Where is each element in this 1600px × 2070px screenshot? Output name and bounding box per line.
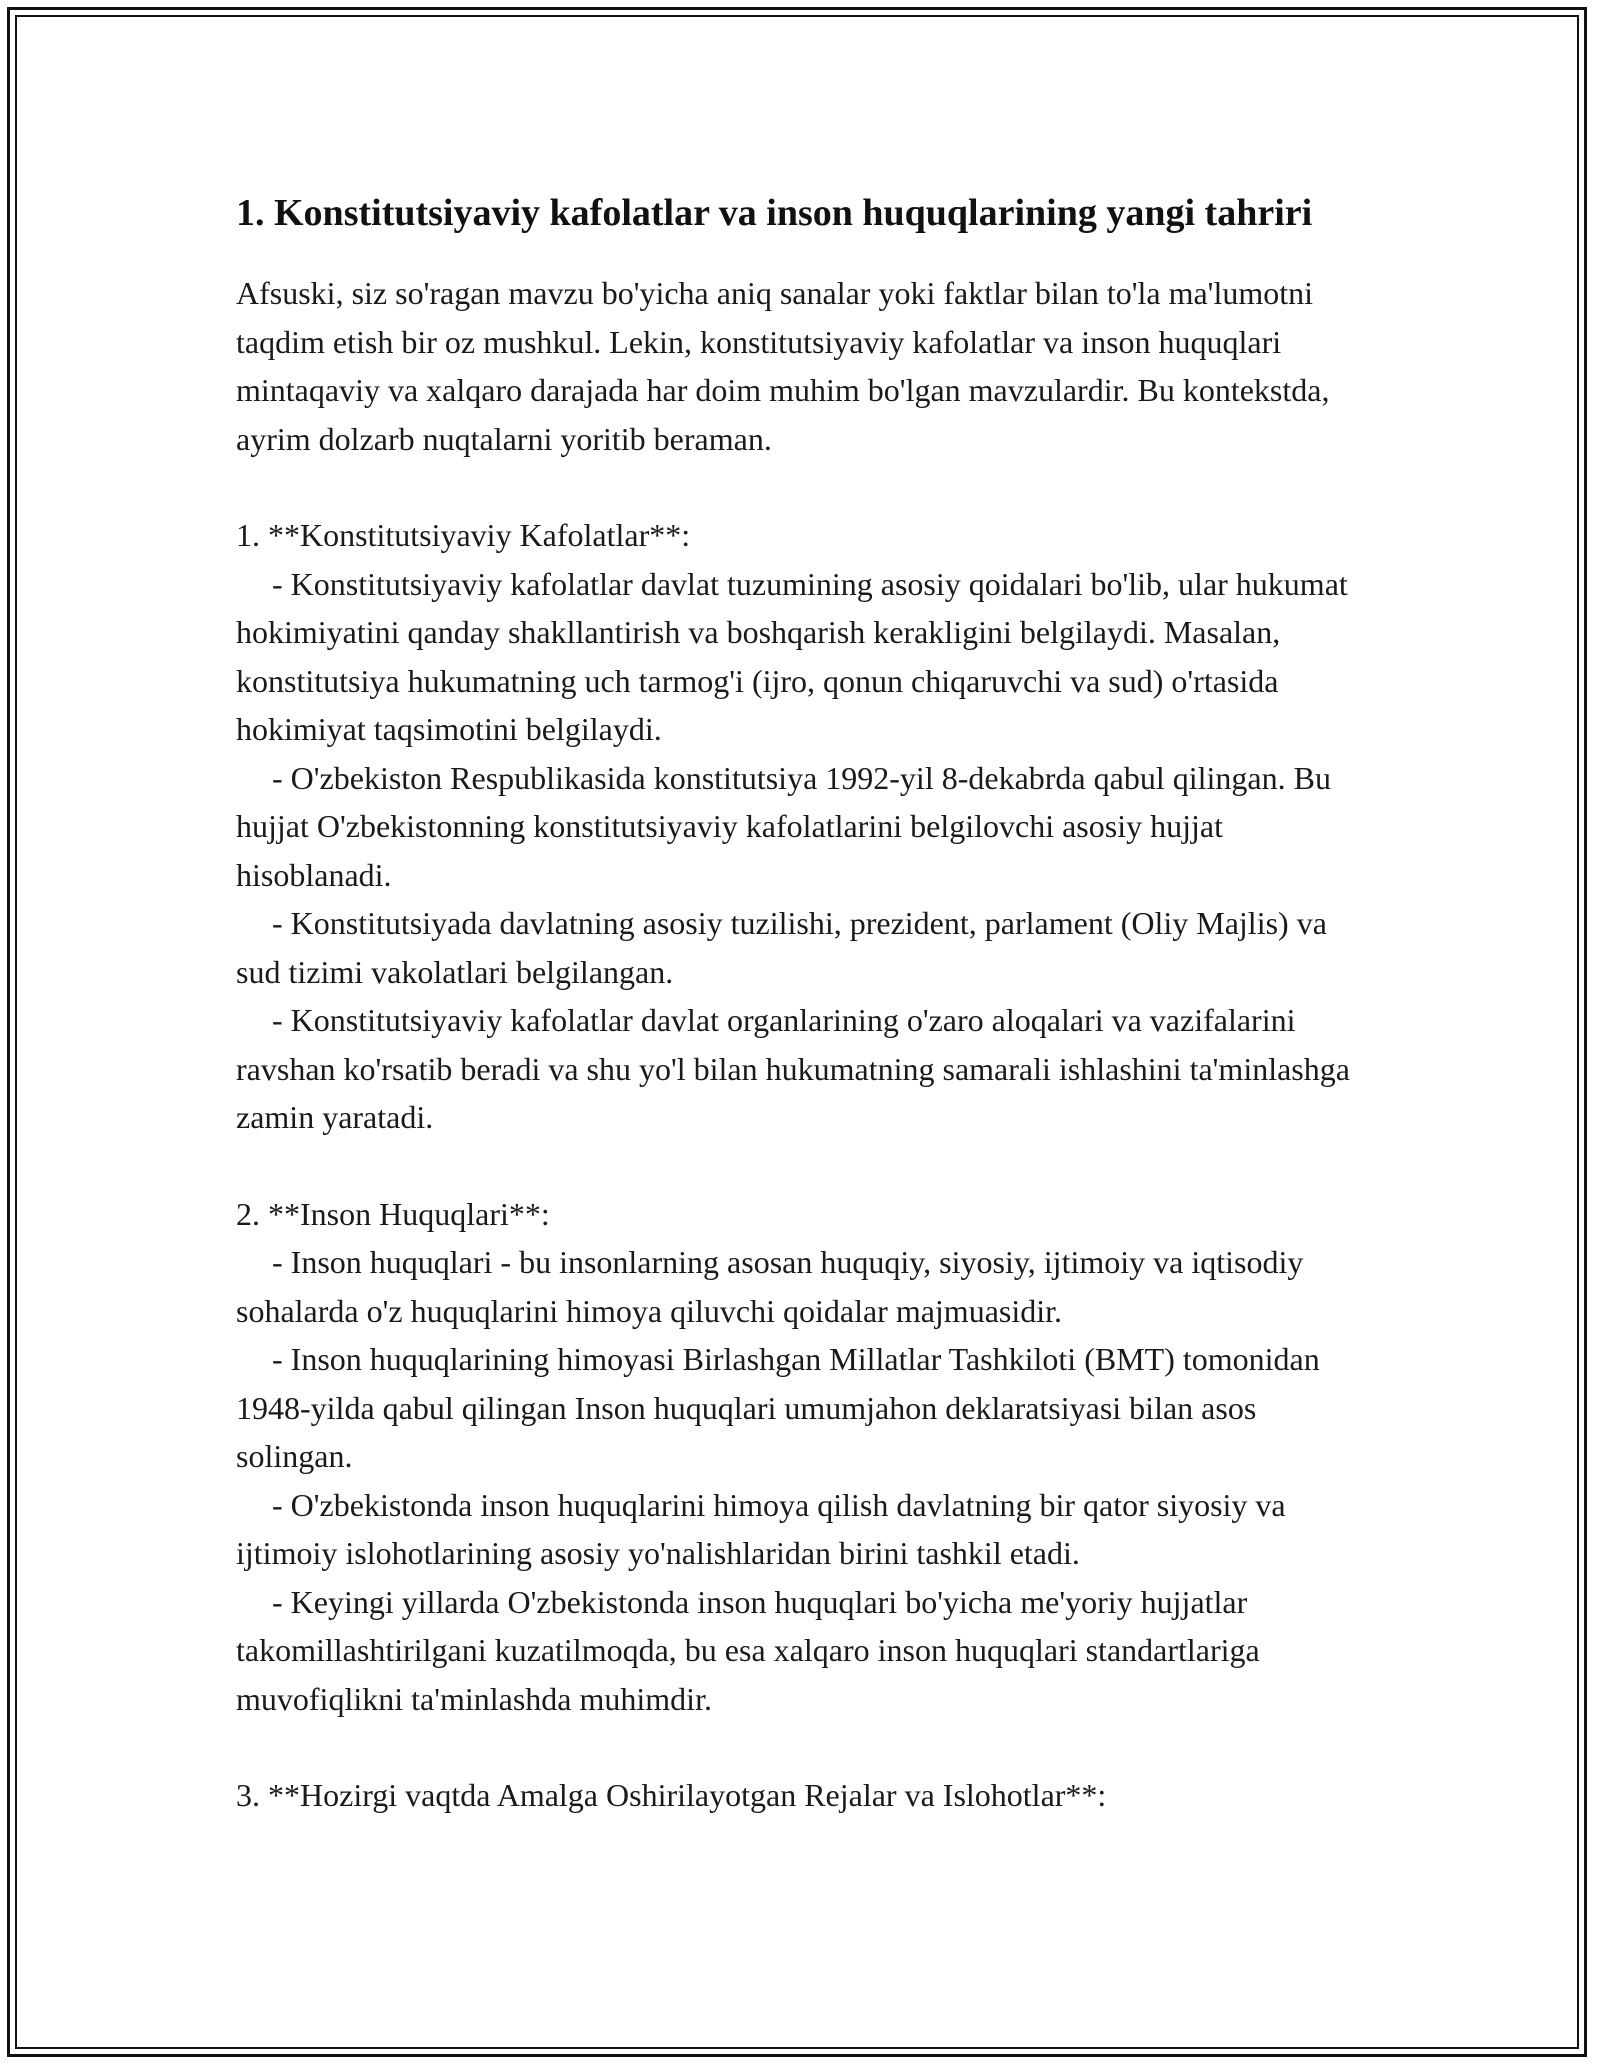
bullet-item: - Inson huquqlarining himoyasi Birlashgan Millatlar Tashkiloti (BMT) tomonidan 1948-yilda qabul qilingan Inson huquqlari umumjahon deklaratsiyasi bilan asos solingan. [236,1341,1320,1474]
bullet-item: - Keyingi yillarda O'zbekistonda inson huquqlari bo'yicha me'yoriy hujjatlar takomillashtirilgani kuzatilmoqda, bu esa xalqaro inson huquqlari standartlariga muvofiqlikni ta'minlashda muhimdir. [236,1583,1260,1717]
section-title: 1. **Konstitutsiyaviy Kafolatlar**: [236,517,691,553]
section-human-rights [236,1190,1376,1724]
section-title: 3. **Hozirgi vaqtda Amalga Oshirilayotgan Rejalar va Islohotlar**: [236,1777,1107,1813]
document-heading: 1. Konstitutsiyaviy kafolatlar va inson huquqlarining yangi tahriri [236,192,1313,234]
section-current-reforms [236,1771,1376,1820]
bullet-item: - Inson huquqlari - bu insonlarning asosan huquqiy, siyosiy, ijtimoiy va iqtisodiy sohalarda o'z huquqlarini himoya qiluvchi qoidalar majmuasidir. [236,1244,1304,1329]
intro-paragraph: Afsuski, siz so'ragan mavzu bo'yicha aniq sanalar yoki faktlar bilan to'la ma'lumotni taqdim etish bir oz mushkul. Lekin, konstitutsiyaviy kafolatlar va inson huquqlari mintaqaviy va xalqaro darajada har doim muhim bo'lgan mavzulardir. Bu kontekstda, ayrim dolzarb nuqtalarni yoritib beraman. [236,275,1330,457]
bullet-item: - Konstitutsiyaviy kafolatlar davlat tuzumining asosiy qoidalari bo'lib, ular hukumat hokimiyatini qanday shakllantirish va boshqarish kerakligini belgilaydi. Masalan, konstitutsiya hukumatning uch tarmog'i (ijro, qonun chiqaruvchi va sud) o'rtasida hokimiyat taqsimotini belgilaydi. [236,565,1348,747]
bullet-item: - Konstitutsiyaviy kafolatlar davlat organlarining o'zaro aloqalari va vazifalarini ravshan ko'rsatib beradi va shu yo'l bilan hukumatning samarali ishlashini ta'minlashga zamin yaratadi. [236,1002,1350,1135]
bullet-item: - O'zbekiston Respublikasida konstitutsiya 1992-yil 8-dekabrda qabul qilingan. Bu hujjat O'zbekistonning konstitutsiyaviy kafolatlarini belgilovchi asosiy hujjat hisoblanadi. [236,759,1331,893]
section-title: 2. **Inson Huquqlari**: [236,1195,550,1232]
section-constitutional-guarantees [236,511,1376,1142]
bullet-item: - O'zbekistonda inson huquqlarini himoya qilish davlatning bir qator siyosiy va ijtimoiy islohotlarining asosiy yo'nalishlaridan birini tashkil etadi. [236,1486,1286,1571]
document-body [236,185,1376,1868]
bullet-item: - Konstitutsiyada davlatning asosiy tuzilishi, prezident, parlament (Oliy Majlis) va sud tizimi vakolatlari belgilangan. [236,905,1327,990]
